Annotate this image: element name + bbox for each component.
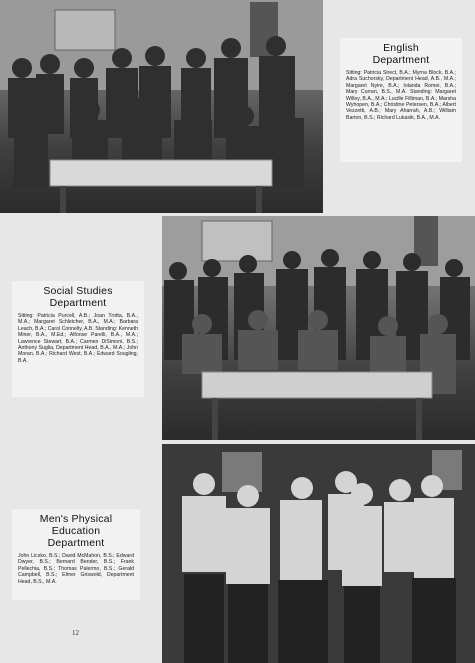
page-number: 12 bbox=[72, 629, 79, 637]
english-caption-text: Sitting: Patricia Sirect, B.A.; Myrna Block, B.A.; Adra Suchorsky, Department Head, A.B., M.A.; Margaret Nyire, B.A.; Iolanda Romei, B.A.; Mary Curran, B.S., M.A. Standing: Margaret Willey, B.A., M.A.; Lucille Filliman, B.A.; Marsha Wyhopen, B.A.; Christine Petersen, B.A.; Albert Vezzetti, A.B.; Mary Aharrah, A.B.; William Barton, B.S.; Richard Lukasik, B.A., M.A. bbox=[346, 70, 456, 121]
physical-education-photo-figures bbox=[162, 444, 475, 663]
english-title-line2: Department bbox=[372, 54, 430, 66]
english-photo-figures bbox=[0, 0, 323, 213]
physical-education-caption-text: John Licsko, B.S.; David McMahon, B.S.; Edward Dwyer, B.S.; Bernard Bender, B.S.; Frank Pellechia, B.S.; Thomas Palermo, B.S.; Gerald Campbell, B.S.; Elmer Griswold, Department Head, B.S., M.A. bbox=[18, 553, 134, 585]
social-studies-photo-figures bbox=[162, 216, 475, 440]
physical-education-caption-box bbox=[12, 509, 140, 600]
physical-education-title-line1: Men's Physical bbox=[39, 513, 113, 525]
physical-education-title bbox=[18, 513, 134, 549]
social-studies-department-photo bbox=[162, 216, 475, 440]
social-studies-caption-box bbox=[12, 281, 144, 397]
english-title-line1: English bbox=[383, 42, 419, 54]
english-caption-box bbox=[340, 38, 462, 162]
social-studies-title bbox=[18, 285, 138, 309]
physical-education-title-line3: Department bbox=[47, 537, 105, 549]
social-studies-title-line1: Social Studies bbox=[43, 285, 113, 297]
social-studies-caption-text: Sitting: Patricia Purcell, A.B.; Joan Trotta, B.A., M.A.; Margaret Schleicher, B.A., M.A.; Barbara Leach, B.A.; Carol Connelly, A.B. Standing: Kenneth Miner, B.A., M.Ed.; Alfonse Parelli, B.A., M.A.; Lawrence Stewart, B.A.; Carmen DiSimoni, B.S.; Anthony Suglia, Department Head, B.A., M.A.; John Moran, B.A.; Richard West, B.A.; Edward Sougling, B.A. bbox=[18, 313, 138, 364]
english-title bbox=[346, 42, 456, 66]
social-studies-title-line2: Department bbox=[49, 297, 107, 309]
physical-education-title-line2: Education bbox=[51, 525, 101, 537]
english-department-photo bbox=[0, 0, 323, 213]
physical-education-department-photo bbox=[162, 444, 475, 663]
